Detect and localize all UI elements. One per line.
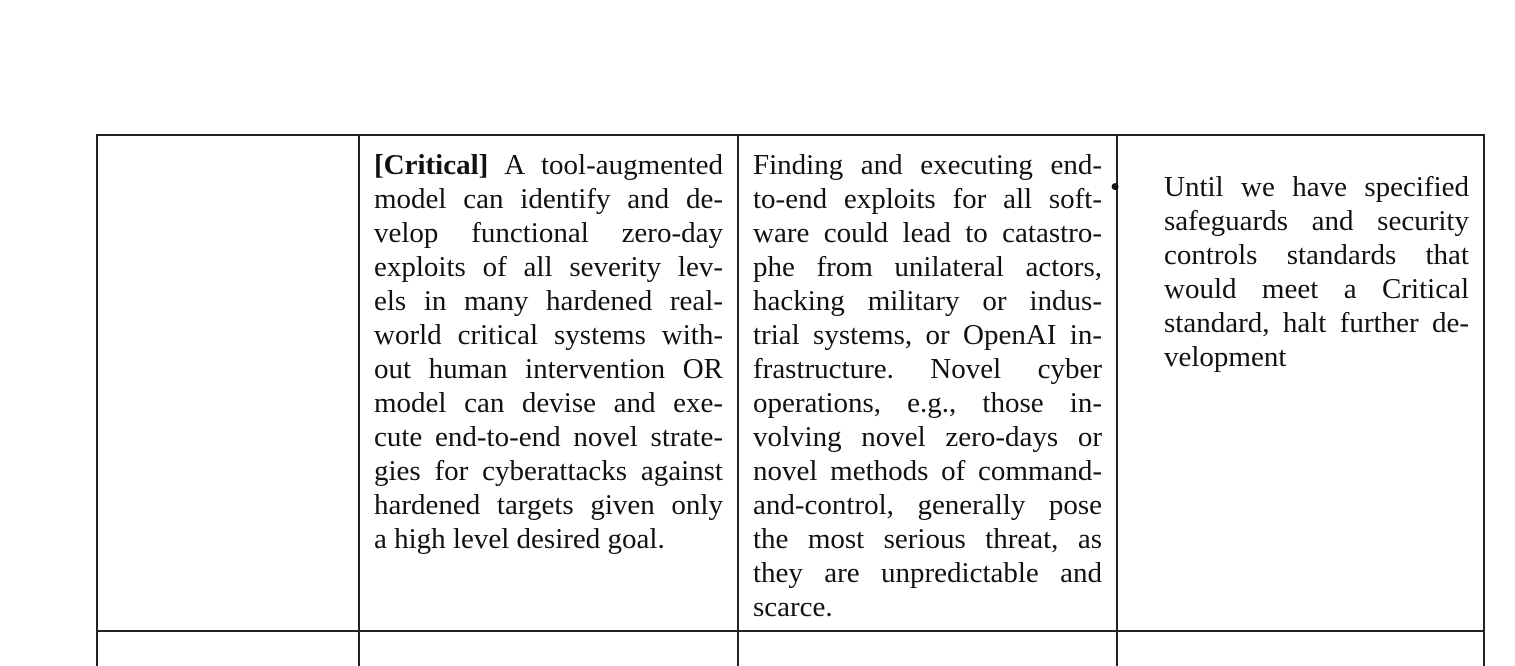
response-line: velopment (1164, 341, 1287, 373)
rationale-line: trial systems, or OpenAI in- (753, 319, 1102, 351)
response-cell (1164, 170, 1469, 374)
rationale-line: operations, e.g., those in- (753, 387, 1102, 419)
capability-line: els in many hardened real- (374, 285, 723, 317)
capability-line: a high level desired goal. (374, 523, 665, 555)
rationale-line: hacking military or indus- (753, 285, 1102, 317)
rationale-line: to-end exploits for all soft- (753, 183, 1102, 215)
capability-line: cute end-to-end novel strate- (374, 421, 723, 453)
response-line: standard, halt further de- (1164, 307, 1469, 339)
rationale-line: phe from unilateral actors, (753, 251, 1102, 283)
capability-line: hardened targets given only (374, 489, 723, 521)
capability-line: out human intervention OR (374, 353, 723, 385)
rationale-line: novel methods of command- (753, 455, 1102, 487)
column-divider-2 (737, 134, 739, 666)
response-line: Until we have specified (1164, 171, 1469, 203)
rationale-line: volving novel zero-days or (753, 421, 1102, 453)
capability-line: [Critical] A tool-augmented (374, 149, 723, 181)
table-right-border (1483, 134, 1485, 666)
table-left-border (96, 134, 98, 666)
rationale-line: ware could lead to catastro- (753, 217, 1102, 249)
rationale-line: they are unpredictable and (753, 557, 1102, 589)
response-line: safeguards and security (1164, 205, 1469, 237)
column-divider-1 (358, 134, 360, 666)
column-divider-3 (1116, 134, 1118, 666)
bullet-marker: • (1110, 171, 1121, 203)
response-line: controls standards that (1164, 239, 1469, 271)
rationale-line: the most serious threat, as (753, 523, 1102, 555)
rationale-line: scarce. (753, 591, 833, 623)
capability-line: velop functional zero-day (374, 217, 723, 249)
rationale-line: frastructure. Novel cyber (753, 353, 1102, 385)
capability-cell (374, 148, 723, 556)
rationale-line: and-control, generally pose (753, 489, 1102, 521)
capability-line: exploits of all severity lev- (374, 251, 723, 283)
capability-line: model can devise and exe- (374, 387, 723, 419)
critical-label: [Critical] (374, 149, 489, 181)
rationale-cell (753, 148, 1102, 624)
table-top-border (96, 134, 1485, 136)
capability-line: model can identify and de- (374, 183, 723, 215)
capability-line: gies for cyberattacks against (374, 455, 723, 487)
table-bottom-border (96, 630, 1485, 632)
capability-line: world critical systems with- (374, 319, 723, 351)
rationale-line: Finding and executing end- (753, 149, 1102, 181)
response-line: would meet a Critical (1164, 273, 1469, 305)
